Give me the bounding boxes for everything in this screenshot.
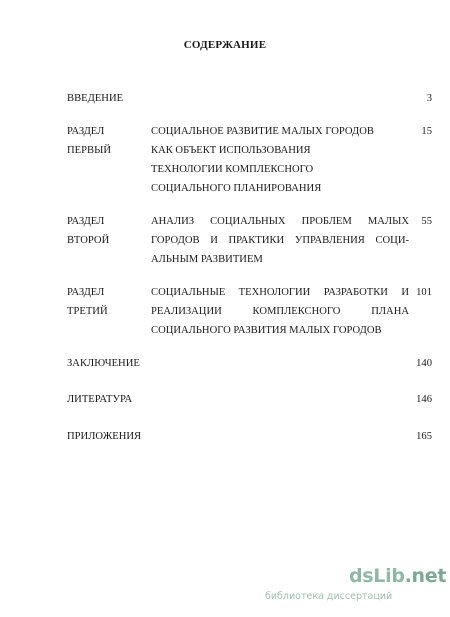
toc-title-line: ГОРОДОВ И ПРАКТИКИ УПРАВЛЕНИЯ СОЦИ- bbox=[151, 235, 409, 246]
toc-entry-label: ЗАКЛЮЧЕНИЕ bbox=[67, 358, 140, 369]
toc-page-number: 146 bbox=[416, 394, 432, 405]
toc-section-ordinal: ТРЕТИЙ bbox=[67, 306, 108, 317]
toc-page-number: 15 bbox=[421, 126, 432, 137]
toc-title-line: СОЦИАЛЬНОГО РАЗВИТИЯ МАЛЫХ ГОРОДОВ bbox=[151, 325, 382, 336]
toc-entry-label bbox=[67, 122, 111, 160]
toc-entry-title bbox=[151, 122, 409, 198]
toc-entry-label bbox=[67, 283, 108, 321]
dslib-subtitle: библиотека диссертаций bbox=[265, 591, 393, 602]
toc-entry-title bbox=[151, 283, 409, 340]
toc-page-number: 101 bbox=[416, 287, 432, 298]
dslib-logo bbox=[349, 565, 446, 587]
toc-title-line: КАК ОБЪЕКТ ИСПОЛЬЗОВАНИЯ bbox=[151, 145, 311, 156]
toc-entry-label: ПРИЛОЖЕНИЯ bbox=[67, 431, 142, 442]
toc-title-line: ТЕХНОЛОГИИ КОМПЛЕКСНОГО bbox=[151, 164, 314, 175]
toc-page-number: 165 bbox=[416, 431, 432, 442]
toc-section-word: РАЗДЕЛ bbox=[67, 216, 105, 227]
toc-section-ordinal: ВТОРОЙ bbox=[67, 235, 110, 246]
toc-title-line: СОЦИАЛЬНОГО ПЛАНИРОВАНИЯ bbox=[151, 183, 322, 194]
toc-title-line: АЛЬНЫМ РАЗВИТИЕМ bbox=[151, 254, 263, 265]
toc-title-line: СОЦИАЛЬНЫЕ ТЕХНОЛОГИИ РАЗРАБОТКИ И bbox=[151, 287, 409, 298]
toc-section-word: РАЗДЕЛ bbox=[67, 287, 105, 298]
dslib-logo-domain: .net bbox=[404, 565, 447, 587]
toc-title-line: СОЦИАЛЬНОЕ РАЗВИТИЕ МАЛЫХ ГОРОДОВ bbox=[151, 126, 374, 137]
toc-page-number: 140 bbox=[416, 358, 432, 369]
toc-entry-label: ВВЕДЕНИЕ bbox=[67, 93, 124, 104]
toc-page-number: 3 bbox=[426, 93, 432, 104]
toc-entry-label: ЛИТЕРАТУРА bbox=[67, 394, 133, 405]
page-title: СОДЕРЖАНИЕ bbox=[183, 39, 267, 51]
toc-title-line: РЕАЛИЗАЦИИ КОМПЛЕКСНОГО ПЛАНА bbox=[151, 306, 409, 317]
toc-entry-label bbox=[67, 212, 109, 250]
toc-entry-title bbox=[151, 212, 409, 269]
toc-section-word: РАЗДЕЛ bbox=[67, 126, 105, 137]
dslib-logo-name: dsLib bbox=[349, 565, 405, 587]
toc-section-ordinal: ПЕРВЫЙ bbox=[67, 145, 111, 156]
toc-title-line: АНАЛИЗ СОЦИАЛЬНЫХ ПРОБЛЕМ МАЛЫХ bbox=[151, 216, 409, 227]
toc-page-number: 55 bbox=[421, 216, 432, 227]
